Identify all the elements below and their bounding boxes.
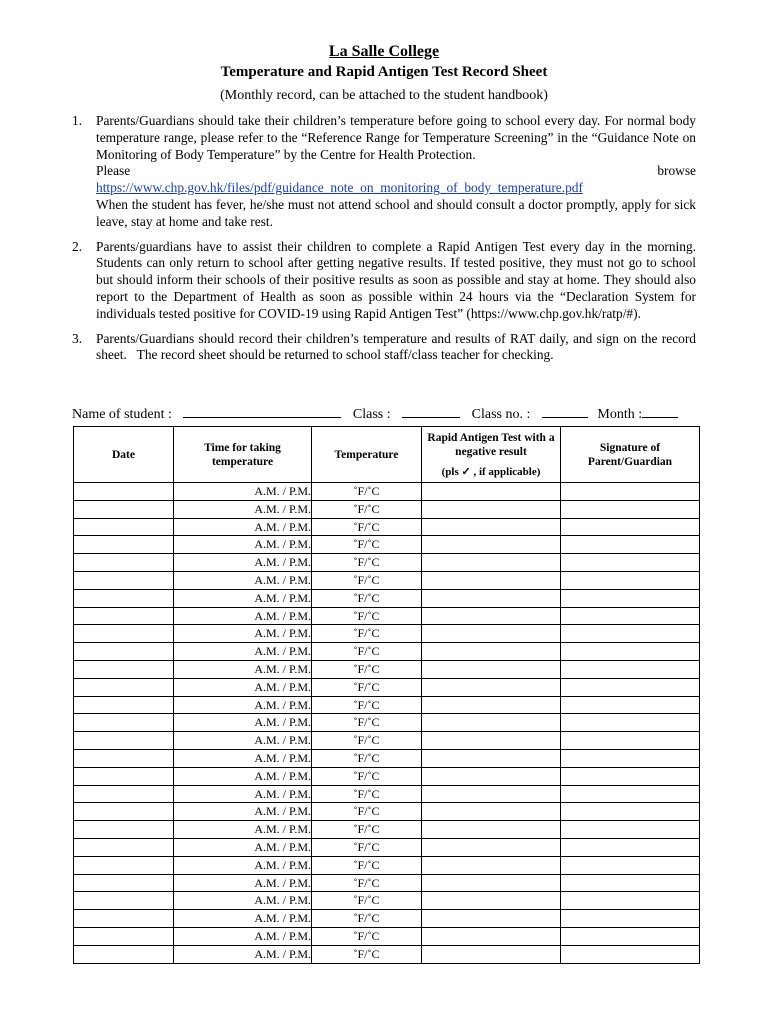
temperature-cell[interactable]: ˚F/˚C [312,483,422,501]
signature-cell[interactable] [561,483,700,501]
please-word: Please [96,163,131,179]
temperature-cell[interactable]: ˚F/˚C [312,696,422,714]
rat-checkbox-cell[interactable] [422,500,561,518]
student-name-label: Name of student : [72,407,172,422]
temperature-cell[interactable]: ˚F/˚C [312,767,422,785]
instruction-number: 2. [72,238,83,254]
table-row [74,785,700,803]
time-cell[interactable]: A.M. / P.M. [174,678,312,696]
table-row [74,643,700,661]
signature-cell[interactable] [561,536,700,554]
signature-cell[interactable] [561,625,700,643]
time-cell[interactable]: A.M. / P.M. [174,856,312,874]
date-cell[interactable] [74,571,174,589]
table-row [74,483,700,501]
class-no-field[interactable] [542,405,588,418]
temperature-cell[interactable]: ˚F/˚C [312,785,422,803]
rat-checkbox-cell[interactable] [422,660,561,678]
col-header-signature: Signature of Parent/Guardian [561,427,700,483]
record-rows [74,483,700,964]
table-row [74,927,700,945]
signature-cell[interactable] [561,874,700,892]
time-cell[interactable]: A.M. / P.M. [174,892,312,910]
temperature-cell[interactable]: ˚F/˚C [312,803,422,821]
rat-checkbox-cell[interactable] [422,483,561,501]
temperature-cell[interactable]: ˚F/˚C [312,500,422,518]
temperature-cell[interactable]: ˚F/˚C [312,589,422,607]
time-cell[interactable]: A.M. / P.M. [174,500,312,518]
rat-checkbox-cell[interactable] [422,714,561,732]
time-cell[interactable]: A.M. / P.M. [174,554,312,572]
rat-checkbox-cell[interactable] [422,607,561,625]
table-row [74,732,700,750]
signature-cell[interactable] [561,945,700,963]
date-cell[interactable] [74,678,174,696]
date-cell[interactable] [74,536,174,554]
temperature-cell[interactable]: ˚F/˚C [312,927,422,945]
signature-cell[interactable] [561,785,700,803]
signature-cell[interactable] [561,732,700,750]
table-row [74,536,700,554]
browse-word: browse [657,163,696,179]
table-row [74,554,700,572]
temperature-cell[interactable]: ˚F/˚C [312,838,422,856]
time-cell[interactable]: A.M. / P.M. [174,518,312,536]
temperature-cell[interactable]: ˚F/˚C [312,554,422,572]
instruction-number: 3. [72,330,83,346]
signature-cell[interactable] [561,838,700,856]
table-row [74,714,700,732]
rat-checkbox-cell[interactable] [422,874,561,892]
temperature-cell[interactable]: ˚F/˚C [312,643,422,661]
col-header-temperature: Temperature [312,427,422,483]
instruction-item-2 [72,238,710,323]
student-info-line [72,405,700,423]
rat-checkbox-cell[interactable] [422,785,561,803]
table-row [74,660,700,678]
rat-checkbox-cell[interactable] [422,625,561,643]
chp-guidance-link[interactable]: https://www.chp.gov.hk/files/pdf/guidance_note_on_monitoring_of_body_temperature.pdf [96,180,583,196]
rat-checkbox-cell[interactable] [422,856,561,874]
date-cell[interactable] [74,838,174,856]
date-cell[interactable] [74,874,174,892]
time-cell[interactable]: A.M. / P.M. [174,749,312,767]
time-cell[interactable]: A.M. / P.M. [174,910,312,928]
date-cell[interactable] [74,607,174,625]
rat-checkbox-cell[interactable] [422,838,561,856]
rat-checkbox-cell[interactable] [422,571,561,589]
temperature-cell[interactable]: ˚F/˚C [312,945,422,963]
sheet-title: Temperature and Rapid Antigen Test Record Sheet [220,64,548,80]
table-row [74,678,700,696]
table-row [74,892,700,910]
signature-cell[interactable] [561,500,700,518]
date-cell[interactable] [74,767,174,785]
date-cell[interactable] [74,821,174,839]
date-cell[interactable] [74,625,174,643]
signature-cell[interactable] [561,927,700,945]
temperature-cell[interactable]: ˚F/˚C [312,571,422,589]
rat-checkbox-cell[interactable] [422,821,561,839]
signature-cell[interactable] [561,589,700,607]
temperature-cell[interactable]: ˚F/˚C [312,625,422,643]
date-cell[interactable] [74,714,174,732]
table-row [74,696,700,714]
date-cell[interactable] [74,643,174,661]
class-no-label: Class no. : [471,407,531,422]
temperature-cell[interactable]: ˚F/˚C [312,536,422,554]
rat-checkbox-cell[interactable] [422,643,561,661]
time-cell[interactable]: A.M. / P.M. [174,838,312,856]
class-field[interactable] [402,405,460,418]
temperature-cell[interactable]: ˚F/˚C [312,660,422,678]
date-cell[interactable] [74,500,174,518]
date-cell[interactable] [74,892,174,910]
date-cell[interactable] [74,732,174,750]
date-cell[interactable] [74,856,174,874]
date-cell[interactable] [74,910,174,928]
rat-header-sub: (pls ✓ , if applicable) [441,465,541,478]
rat-checkbox-cell[interactable] [422,678,561,696]
temperature-cell[interactable]: ˚F/˚C [312,607,422,625]
signature-cell[interactable] [561,714,700,732]
table-row [74,874,700,892]
signature-cell[interactable] [561,643,700,661]
time-cell[interactable]: A.M. / P.M. [174,643,312,661]
temperature-cell[interactable]: ˚F/˚C [312,749,422,767]
date-cell[interactable] [74,785,174,803]
rat-checkbox-cell[interactable] [422,910,561,928]
rat-header-text: Rapid Antigen Test with a negative result [427,431,555,458]
table-row [74,749,700,767]
time-cell[interactable]: A.M. / P.M. [174,589,312,607]
instructions-list [72,113,710,364]
instruction-text-fever: When the student has fever, he/she must not attend school and should consult a doctor promptly, apply for sick leave, stay at home and take rest. [96,196,696,229]
time-cell[interactable]: A.M. / P.M. [174,714,312,732]
signature-cell[interactable] [561,660,700,678]
date-cell[interactable] [74,589,174,607]
signature-cell[interactable] [561,892,700,910]
signature-cell[interactable] [561,678,700,696]
table-row [74,821,700,839]
instruction-item-3 [72,330,700,365]
temperature-cell[interactable]: ˚F/˚C [312,714,422,732]
table-row [74,803,700,821]
table-header-row [74,427,700,483]
rat-checkbox-cell[interactable] [422,749,561,767]
time-cell[interactable]: A.M. / P.M. [174,803,312,821]
instruction-number: 1. [72,113,83,128]
rat-checkbox-cell[interactable] [422,767,561,785]
signature-cell[interactable] [561,767,700,785]
school-name: La Salle College [328,43,440,60]
date-cell[interactable] [74,660,174,678]
time-cell[interactable]: A.M. / P.M. [174,536,312,554]
date-cell[interactable] [74,483,174,501]
temperature-cell[interactable]: ˚F/˚C [312,874,422,892]
student-name-field[interactable] [183,405,341,418]
signature-cell[interactable] [561,696,700,714]
table-row [74,838,700,856]
table-row [74,500,700,518]
date-cell[interactable] [74,803,174,821]
signature-cell[interactable] [561,910,700,928]
date-cell[interactable] [74,927,174,945]
signature-cell[interactable] [561,749,700,767]
temperature-cell[interactable]: ˚F/˚C [312,856,422,874]
date-cell[interactable] [74,945,174,963]
table-row [74,571,700,589]
time-cell[interactable]: A.M. / P.M. [174,767,312,785]
time-cell[interactable]: A.M. / P.M. [174,483,312,501]
month-field[interactable] [642,405,678,418]
time-cell[interactable]: A.M. / P.M. [174,607,312,625]
temperature-cell[interactable]: ˚F/˚C [312,892,422,910]
instruction-text: Parents/Guardians should record their children’s temperature and results of RAT daily, and sign on the record sheet. The record sheet should be returned to school staff/class teacher for checking. [96,330,700,363]
rat-checkbox-cell[interactable] [422,927,561,945]
time-cell[interactable]: A.M. / P.M. [174,927,312,945]
signature-cell[interactable] [561,607,700,625]
time-cell[interactable]: A.M. / P.M. [174,571,312,589]
table-row [74,607,700,625]
record-table [73,426,700,964]
temperature-cell[interactable]: ˚F/˚C [312,678,422,696]
col-header-rat [422,427,561,483]
rat-checkbox-cell[interactable] [422,589,561,607]
rat-checkbox-cell[interactable] [422,518,561,536]
instruction-text: Parents/Guardians should take their children’s temperature before going to school every day. For normal body temperature range, please refer to the “Reference Range for Temperature Screening” in the “Guidance Note on Monitoring of Body Temperature” by the Centre for Health Protection. [96,113,696,162]
signature-cell[interactable] [561,518,700,536]
table-row [74,945,700,963]
rat-checkbox-cell[interactable] [422,696,561,714]
temperature-cell[interactable]: ˚F/˚C [312,821,422,839]
signature-cell[interactable] [561,803,700,821]
time-cell[interactable]: A.M. / P.M. [174,660,312,678]
signature-cell[interactable] [561,554,700,572]
date-cell[interactable] [74,554,174,572]
date-cell[interactable] [74,749,174,767]
date-cell[interactable] [74,518,174,536]
rat-checkbox-cell[interactable] [422,732,561,750]
table-row [74,518,700,536]
table-row [74,856,700,874]
rat-checkbox-cell[interactable] [422,945,561,963]
instruction-text: Parents/guardians have to assist their children to complete a Rapid Antigen Test every day in the morning. Students can only return to school after getting negative results. If tested positive, they must not go to school but should inform their schools of their positive results as soon as possible and stay at home. They should also report to the Department of Health as soon as possible within 24 hours via the “Declaration System for individuals tested positive for COVID-19 using Rapid Antigen Test” (https://www.chp.gov.hk/ratp/#). [96,238,710,321]
time-cell[interactable]: A.M. / P.M. [174,785,312,803]
date-cell[interactable] [74,696,174,714]
month-label: Month : [597,407,643,422]
rat-checkbox-cell[interactable] [422,803,561,821]
temperature-cell[interactable]: ˚F/˚C [312,732,422,750]
table-row [74,625,700,643]
time-cell[interactable]: A.M. / P.M. [174,732,312,750]
rat-checkbox-cell[interactable] [422,554,561,572]
class-label: Class : [352,407,391,422]
rat-checkbox-cell[interactable] [422,892,561,910]
signature-cell[interactable] [561,821,700,839]
temperature-cell[interactable]: ˚F/˚C [312,518,422,536]
rat-checkbox-cell[interactable] [422,536,561,554]
time-cell[interactable]: A.M. / P.M. [174,874,312,892]
col-header-time: Time for taking temperature [174,427,312,483]
table-row [74,910,700,928]
time-cell[interactable]: A.M. / P.M. [174,821,312,839]
table-row [74,767,700,785]
table-row [74,589,700,607]
time-cell[interactable]: A.M. / P.M. [174,945,312,963]
sheet-note: (Monthly record, can be attached to the student handbook) [220,88,548,103]
time-cell[interactable]: A.M. / P.M. [174,696,312,714]
col-header-date: Date [74,427,174,483]
signature-cell[interactable] [561,856,700,874]
browse-line [96,163,696,180]
temperature-cell[interactable]: ˚F/˚C [312,910,422,928]
instruction-item-1 [72,113,696,231]
time-cell[interactable]: A.M. / P.M. [174,625,312,643]
signature-cell[interactable] [561,571,700,589]
